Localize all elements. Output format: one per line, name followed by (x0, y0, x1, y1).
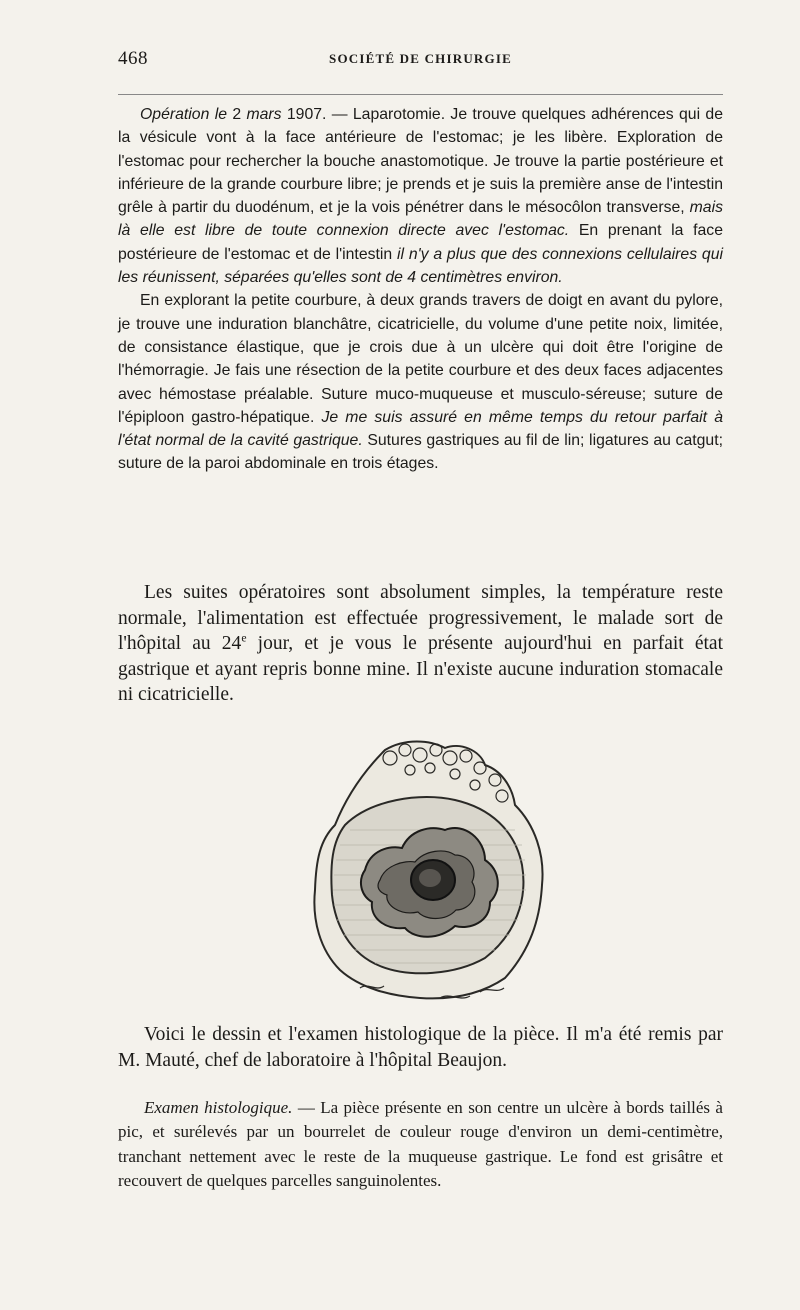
drawing-note (118, 1022, 723, 1073)
header-rule (118, 94, 723, 95)
histology-label: Examen histologique. (144, 1098, 293, 1117)
specimen-illustration (290, 730, 560, 1010)
operation-report (118, 103, 723, 476)
operation-paragraph: Opération le 2 mars 1907. — Laparotomie. Je trouve quelques adhérences qui de la vésicule vont à la face antérieure de l'estomac; je les libère. Exploration de l'estomac pour rechercher la bouche anastomotique. Je trouve la partie postérieure et inférieure de la grande courbure libre; je prends et je suis la première anse de l'intestin grêle à partir du duodénum, et je la vois pénétrer dans le mésocôlon transverse, mais là elle est libre de toute connexion directe avec l'estomac. En prenant la face postérieure de l'estomac et de l'intestin il n'y a plus que des connexions cellulaires qui les réunissent, séparées qu'elles sont de 4 centimètres environ. (118, 106, 724, 287)
outcome-paragraph: Les suites opératoires sont absolument simples, la température reste normale, l'alimentation est effectuée progressivement, le malade sort de l'hôpital au 24e jour, et je vous le présente aujourd'hui en parfait état gastrique et ayant repris bonne mine. Il n'existe aucune induration stomacale ni cicatricielle. (118, 582, 723, 705)
histology-text (118, 1096, 723, 1193)
page-header (118, 48, 723, 72)
histology-paragraph: Examen histologique. — La pièce présente en son centre un ulcère à bords taillés à pic, et surélevés par un bourrelet de couleur rouge d'environ un demi-centimètre, tranchant nettement avec le reste de la muqueuse gastrique. Le fond est grisâtre et recouvert de quelques parcelles sanguinolentes. (118, 1098, 723, 1190)
running-title: SOCIÉTÉ DE CHIRURGIE (329, 51, 512, 66)
operation-date-label: Opération le (140, 106, 227, 123)
outcome-text (118, 580, 723, 708)
exploration-paragraph: En explorant la petite courbure, à deux grands travers de doigt en avant du pylore, je trouve une induration blanchâtre, cicatricielle, du volume d'une petite noix, limitée, de consistance élastique, que je crois due à un ulcère qui doit être l'origine de l'hémorragie. Je fais une résection de la petite courbure et des deux faces adjacentes avec hémostase préalable. Suture muco-muqueuse et musculo-séreuse; suture de l'épiploon gastro-hépatique. Je me suis assuré en même temps du retour parfait à l'état normal de la cavité gastrique. Sutures gastriques au fil de lin; ligatures au catgut; suture de la paroi abdominale en trois étages. (118, 292, 723, 473)
drawing-paragraph: Voici le dessin et l'examen histologique de la pièce. Il m'a été remis par M. Mauté, chef de laboratoire à l'hôpital Beaujon. (118, 1024, 723, 1071)
page-number: 468 (118, 48, 148, 69)
